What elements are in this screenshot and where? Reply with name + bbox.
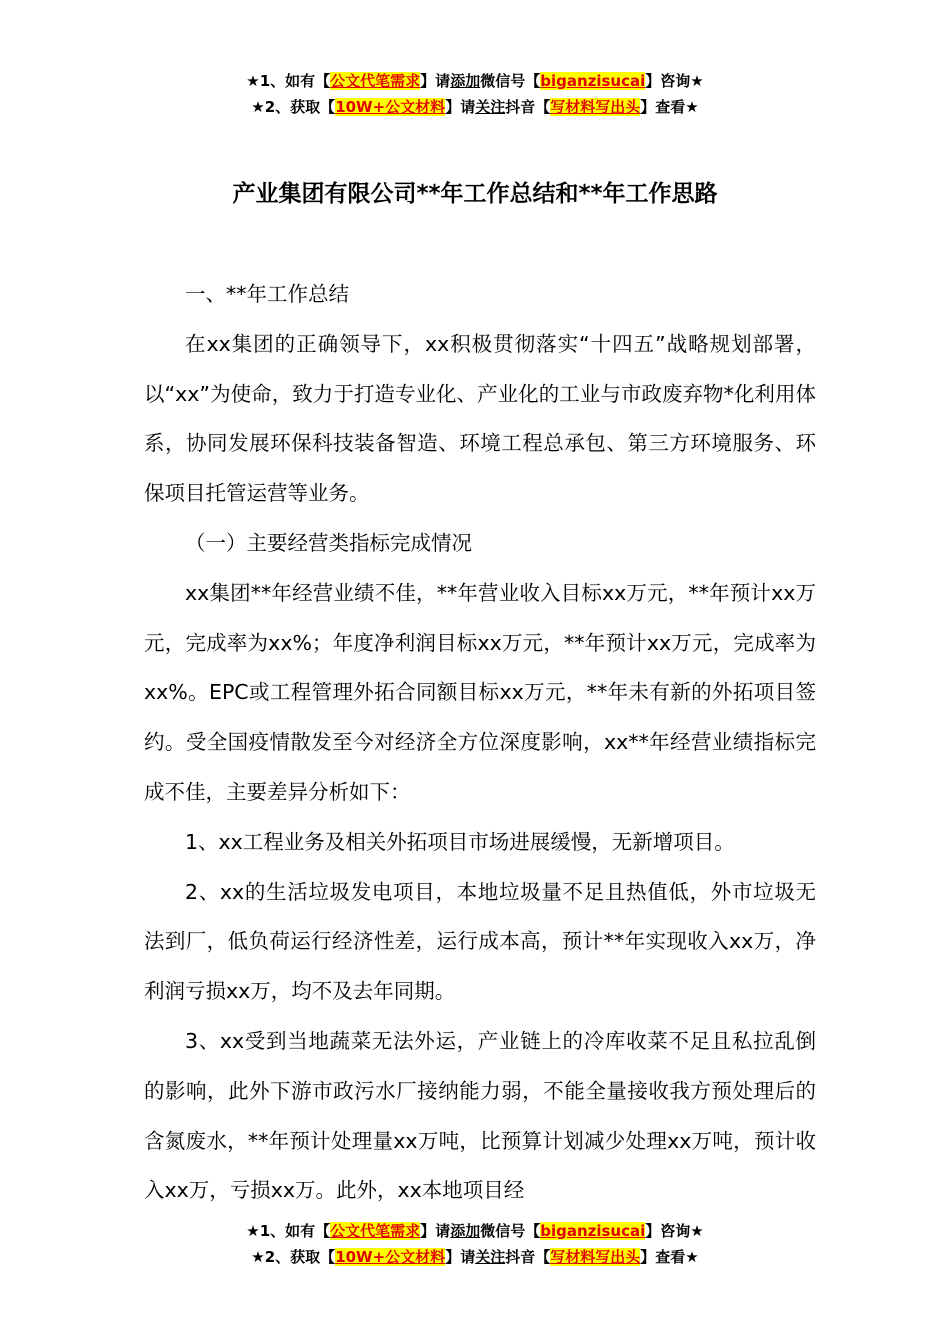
promo-highlight-wechat: biganzisucai bbox=[540, 1222, 646, 1240]
promo-text: ★1、如有【 bbox=[246, 1222, 331, 1240]
subsection-heading: （一）主要经营类指标完成情况 bbox=[185, 530, 472, 555]
list-item: 1、xx工程业务及相关外拓项目市场进展缓慢，无新增项目。 bbox=[185, 829, 735, 854]
promo-highlight-douyin: 写材料写出头 bbox=[550, 1248, 641, 1266]
document-body bbox=[144, 270, 816, 1216]
promo-text: 】请 bbox=[445, 98, 476, 116]
section-heading: 一、**年工作总结 bbox=[185, 282, 349, 306]
paragraph: 在xx集团的正确领导下，xx积极贯彻落实“十四五”战略规划部署，以“xx”为使命，致力于打造专业化、产业化的工业与市政废弃物*化利用体系，协同发展环保科技装备智造、环境工程总承包、第三方环境服务、环保项目托管运营等业务。 bbox=[144, 331, 816, 506]
promo-text: 抖音【 bbox=[505, 98, 551, 116]
promo-text: 微信号【 bbox=[480, 1222, 541, 1240]
promo-text: ★2、获取【 bbox=[251, 98, 336, 116]
promo-banner-bottom bbox=[0, 1218, 950, 1270]
promo-line-2 bbox=[0, 94, 950, 120]
document-title: 产业集团有限公司**年工作总结和**年工作思路 bbox=[232, 181, 718, 207]
promo-underlined: 关注 bbox=[475, 1248, 506, 1266]
promo-underlined: 关注 bbox=[475, 98, 506, 116]
promo-banner-top bbox=[0, 68, 950, 120]
list-item: 2、xx的生活垃圾发电项目，本地垃圾量不足且热值低，外市垃圾无法到厂，低负荷运行经济性差，运行成本高，预计**年实现收入xx万，净利润亏损xx万，均不及去年同期。 bbox=[144, 879, 816, 1004]
promo-text: ★1、如有【 bbox=[246, 72, 331, 90]
promo-highlight: 公文代笔需求 bbox=[330, 72, 421, 90]
paragraph: xx集团**年经营业绩不佳，**年营业收入目标xx万元，**年预计xx万元，完成率为xx%；年度净利润目标xx万元，**年预计xx万元，完成率为xx%。EPC或工程管理外拓合同额目标xx万元，**年未有新的外拓项目签约。受全国疫情散发至今对经济全方位深度影响，xx**年经营业绩指标完成不佳，主要差异分析如下： bbox=[144, 580, 816, 804]
promo-text: 】请 bbox=[420, 1222, 451, 1240]
promo-line-1 bbox=[0, 1218, 950, 1244]
promo-text: 微信号【 bbox=[480, 72, 541, 90]
list-item: 3、xx受到当地蔬菜无法外运，产业链上的冷库收菜不足且私拉乱倒的影响，此外下游市政污水厂接纳能力弱，不能全量接收我方预处理后的含氮废水，**年预计处理量xx万吨，比预算计划减少处理xx万吨，预计收入xx万，亏损xx万。此外，xx本地项目经 bbox=[144, 1028, 816, 1203]
promo-text: 抖音【 bbox=[505, 1248, 551, 1266]
promo-text: 】请 bbox=[420, 72, 451, 90]
promo-text: 】查看★ bbox=[640, 98, 699, 116]
promo-highlight-wechat: biganzisucai bbox=[540, 72, 646, 90]
promo-text: ★2、获取【 bbox=[251, 1248, 336, 1266]
promo-underlined: 添加 bbox=[450, 1222, 481, 1240]
promo-text: 】查看★ bbox=[640, 1248, 699, 1266]
promo-highlight-douyin: 写材料写出头 bbox=[550, 98, 641, 116]
promo-highlight: 10W+公文材料 bbox=[335, 1248, 446, 1266]
promo-text: 】咨询★ bbox=[645, 72, 704, 90]
promo-line-2 bbox=[0, 1244, 950, 1270]
promo-highlight: 10W+公文材料 bbox=[335, 98, 446, 116]
promo-underlined: 添加 bbox=[450, 72, 481, 90]
promo-text: 】请 bbox=[445, 1248, 476, 1266]
promo-text: 】咨询★ bbox=[645, 1222, 704, 1240]
promo-highlight: 公文代笔需求 bbox=[330, 1222, 421, 1240]
promo-line-1 bbox=[0, 68, 950, 94]
